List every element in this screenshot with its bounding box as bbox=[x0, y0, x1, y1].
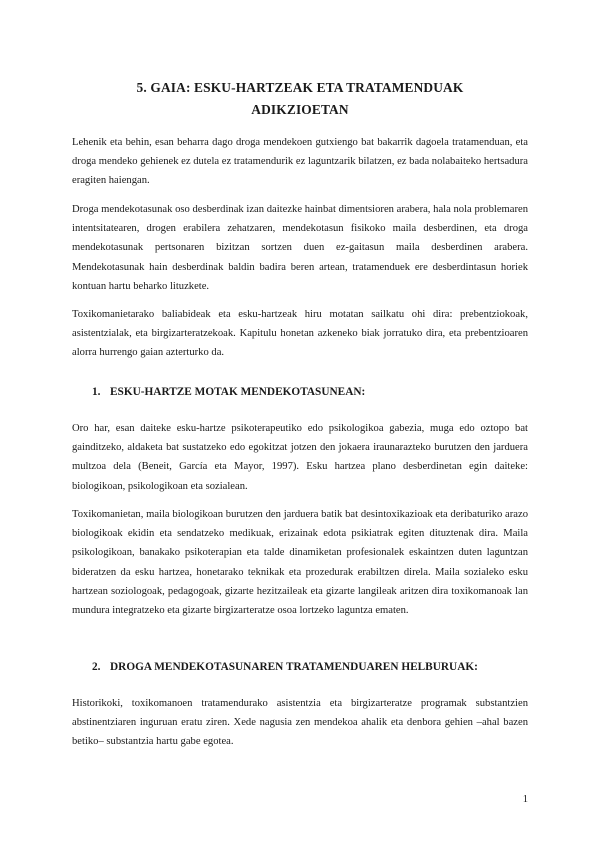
intro-paragraph-2: Droga mendekotasunak oso desberdinak izan daitezke hainbat dimentsioren arabera, hala nola problemaren intentsitatearen, drogen erabilera zehatzaren, mendekotasun fisikoko maila desberdinen, eta droga mendekotasunak pertsonaren bizitzan sortzen duen ez-gaitasun maila desberdinen arabera. Mendekotasunak hain desberdinak baldin badira beren artean, tratamenduek ere desberdintasun horiek kontuan hartu beharko lituzkete. bbox=[72, 204, 528, 292]
section-2-paragraph-1: Historikoki, toxikomanoen tratamendurako asistentzia eta birgizarteratze programak substantzien abstinentziaren inguruan eratu ziren. Xede nagusia zen mendekoa ahalik eta denbora gehien –ahal bazen betiko– substantzia hartu gabe egotea. bbox=[72, 698, 528, 748]
section-1-paragraph-2: Toxikomanietan, maila biologikoan burutzen den jarduera batik bat desintoxikazioak eta deribaturiko arazo biologikoak ekidin eta sendatzeko medikuak, erizainak edota psikiatrak egiten dituztenak dira. Maila psikologikoan, banakako psikoterapian eta talde dinamiketan profesionalek eskaintzen duten laguntzan bideratzen da esku hartzea, honetarako teknikak eta prozedurak erabiltzen direla. Maila sozialeko esku hartzean soziologoak, pedagogoak, gizarte hezitzaileak eta gizarte langileak aritzen dira toxikomanoak lan mundura integratzeko eta gizarte birgizarteratze osoa lortzeko laguntza ematen. bbox=[72, 509, 528, 617]
page-title bbox=[72, 77, 528, 121]
section-2-number: 2. bbox=[92, 661, 101, 673]
section-1-number: 1. bbox=[92, 386, 101, 398]
section-2-title: DROGA MENDEKOTASUNAREN TRATAMENDUAREN HELBURUAK: bbox=[110, 661, 478, 673]
intro-paragraph-3: Toxikomanietarako baliabideak eta esku-hartzeak hiru motatan sailkatu ohi dira: prebentziokoak, asistentzialak, eta birgizarteratzekoak. Kapitulu honetan azkeneko biak jorratuko dira, eta prebentzioaren alorra hurrengo gaian azterturko da. bbox=[72, 309, 528, 359]
page-number: 1 bbox=[522, 794, 528, 805]
title-line-2: ADIKZIOETAN bbox=[251, 102, 349, 117]
intro-paragraph-1: Lehenik eta behin, esan beharra dago droga mendekoen gutxiengo bat bakarrik dagoela tratamenduan, eta droga mendeko gehienek ez dutela ez tratamendurik ez laguntzarik bilatzen, ez bada nolabaiteko hertsadura eragiten haiengan. bbox=[72, 137, 528, 187]
title-line-1: 5. GAIA: ESKU-HARTZEAK ETA TRATAMENDUAK bbox=[136, 80, 464, 95]
section-2-heading bbox=[92, 659, 478, 675]
section-1-heading bbox=[92, 384, 365, 400]
section-1-paragraph-1: Oro har, esan daiteke esku-hartze psikoterapeutiko edo psikologikoa gabezia, muga edo oztopo bat gainditzeko, aldaketa bat sustatzeko edo egokitzat jotzen den jokaera iraunarazteko burutzen den jarduera multzoa dela (Beneit, García eta Mayor, 1997). Esku hartzea plano desberdinetan egin daiteke: biologikoan, psikologikoan eta sozialean. bbox=[72, 423, 528, 492]
section-1-title: ESKU-HARTZE MOTAK MENDEKOTASUNEAN: bbox=[110, 386, 366, 398]
